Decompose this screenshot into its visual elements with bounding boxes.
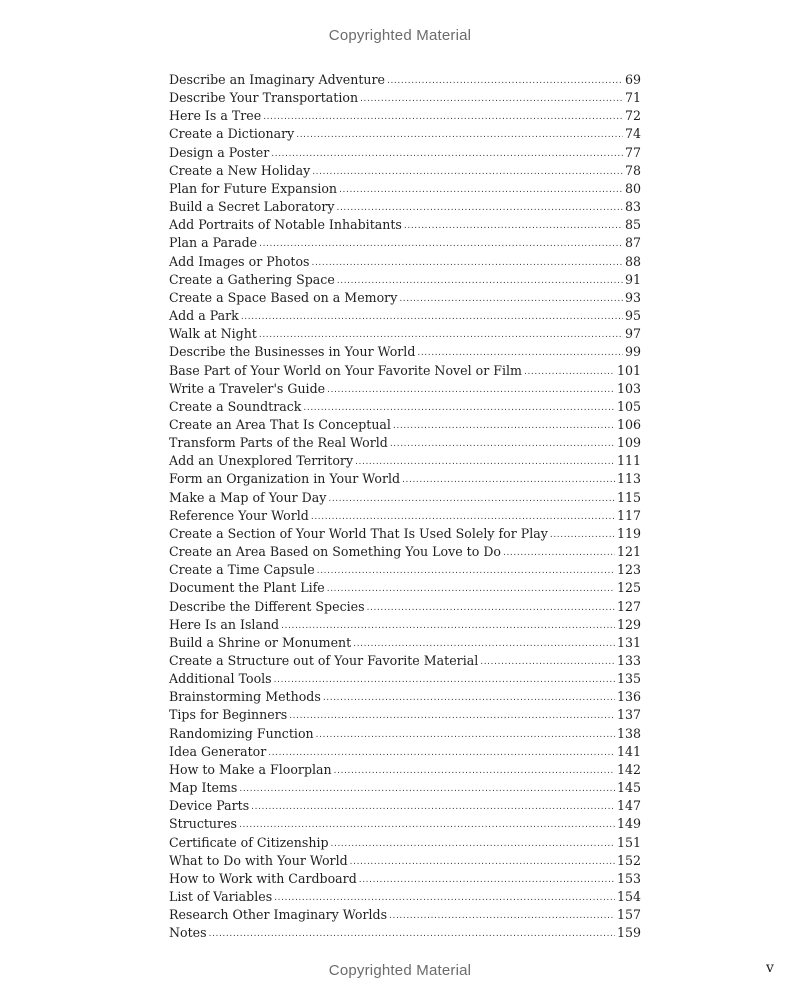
toc-entry [169,870,641,888]
toc-entry-page: 113 [616,471,641,487]
dot-leader [311,508,615,526]
dot-leader [239,816,615,834]
toc-entry-title: Transform Parts of the Real World [169,435,388,451]
dot-leader [350,853,615,871]
toc-entry-title: Brainstorming Methods [169,689,321,705]
toc-entry-title: Describe an Imaginary Adventure [169,72,386,87]
toc-entry [169,307,641,325]
toc-entry-title: Plan a Parade [169,235,258,251]
toc-entry-title: Create a Dictionary [169,126,295,142]
toc-entry-title: Describe Your Transportation [169,90,359,106]
dot-leader [328,490,615,508]
toc-entry-page: 83 [624,199,641,215]
toc-entry-title: Design a Poster [169,144,270,160]
toc-entry [169,162,641,180]
toc-entry [169,834,641,852]
toc-entry [169,797,641,815]
toc-entry-title: Create an Area That Is Conceptual [169,416,391,432]
toc-entry-title: What to Do with Your World [169,852,348,868]
dot-leader [316,726,615,744]
dot-leader [390,435,615,453]
toc-entry-title: Research Other Imaginary Worlds [169,907,388,923]
toc-entry [169,89,641,107]
toc-entry [169,670,641,688]
toc-entry-page: 72 [624,108,641,124]
dot-leader [312,163,623,181]
toc-entry-title: Create a New Holiday [169,162,311,178]
toc-entry [169,852,641,870]
toc-entry-page: 77 [624,144,641,160]
toc-entry [169,125,641,143]
toc-entry-title: How to Make a Floorplan [169,761,332,777]
toc-entry [169,815,641,833]
toc-entry [169,107,641,125]
toc-entry-page: 141 [616,743,641,759]
toc-entry-title: Create a Section of Your World That Is Used Solely for Play [169,525,548,541]
toc-entry-page: 142 [616,761,641,777]
toc-entry [169,144,641,162]
toc-entry-title: Form an Organization in Your World [169,471,401,487]
table-of-contents [169,71,641,943]
toc-entry-title: Map Items [169,780,238,796]
dot-leader [268,744,615,762]
dot-leader [337,199,623,217]
toc-entry-title: Base Part of Your World on Your Favorite Novel or Film [169,362,522,378]
toc-entry-page: 99 [624,344,641,360]
toc-entry-page: 117 [616,507,641,523]
toc-entry [169,271,641,289]
toc-entry-page: 123 [616,562,641,578]
toc-entry-page: 147 [616,798,641,814]
toc-entry-page: 106 [616,416,641,432]
toc-entry [169,688,641,706]
dot-leader [339,181,623,199]
toc-entry-title: Add a Park [169,308,239,324]
toc-entry-page: 129 [616,616,641,632]
toc-entry-page: 135 [616,671,641,687]
toc-entry-page: 149 [616,816,641,832]
toc-entry-title: Device Parts [169,798,250,814]
dot-leader [334,762,615,780]
toc-entry-page: 71 [624,90,641,106]
dot-leader [259,326,623,344]
toc-entry-title: Create a Soundtrack [169,398,302,414]
toc-entry-title: Idea Generator [169,743,267,759]
toc-entry-title: Walk at Night [169,326,257,342]
toc-entry [169,180,641,198]
dot-leader [355,453,615,471]
toc-entry [169,579,641,597]
toc-entry-page: 131 [616,634,641,650]
toc-entry-title: Add Images or Photos [169,253,310,269]
toc-entry [169,398,641,416]
toc-entry-title: Here Is a Tree [169,108,262,124]
toc-entry [169,416,641,434]
dot-leader [353,635,615,653]
toc-entry [169,470,641,488]
toc-entry [169,489,641,507]
toc-entry-page: 154 [616,889,641,905]
toc-entry-page: 109 [616,435,641,451]
copyright-watermark-top: Copyrighted Material [328,27,472,44]
toc-entry-title: Here Is an Island [169,616,280,632]
toc-entry-title: Create a Structure out of Your Favorite Material [169,653,479,668]
toc-entry [169,343,641,361]
toc-entry [169,561,641,579]
toc-entry-page: 103 [616,380,641,396]
toc-entry-page: 78 [624,162,641,178]
toc-entry [169,598,641,616]
toc-entry-page: 119 [616,525,641,541]
dot-leader [327,580,615,598]
toc-entry-page: 88 [624,253,641,269]
toc-entry [169,452,641,470]
toc-entry [169,234,641,252]
dot-leader [393,417,615,435]
toc-entry [169,253,641,271]
toc-entry-title: Reference Your World [169,507,309,523]
dot-leader [239,780,615,798]
dot-leader [251,798,615,816]
dot-leader [337,272,623,290]
dot-leader [417,344,623,362]
toc-entry-page: 101 [616,362,641,378]
dot-leader [323,689,615,707]
toc-entry-title: Additional Tools [169,671,272,687]
toc-entry [169,706,641,724]
dot-leader [259,235,623,253]
toc-entry-page: 105 [616,398,641,414]
toc-entry-title: Describe the Different Species [169,598,365,614]
toc-entry-page: 127 [616,598,641,614]
toc-entry-title: Add an Unexplored Territory [169,453,354,469]
dot-leader [281,617,615,635]
dot-leader [367,599,615,617]
toc-entry-page: 137 [616,707,641,723]
toc-entry [169,616,641,634]
dot-leader [404,217,623,235]
toc-entry-page: 136 [616,689,641,705]
toc-entry [169,380,641,398]
toc-entry-title: Write a Traveler's Guide [169,380,326,396]
toc-entry-page: 138 [616,725,641,741]
toc-entry-page: 115 [616,489,641,505]
toc-entry-page: 95 [624,308,641,324]
toc-entry-title: Build a Shrine or Monument [169,634,352,650]
toc-entry [169,289,641,307]
toc-entry [169,725,641,743]
toc-entry-title: List of Variables [169,889,273,905]
toc-entry-page: 153 [616,870,641,886]
toc-entry [169,634,641,652]
toc-entry-page: 97 [624,326,641,342]
toc-entry [169,362,641,380]
dot-leader [271,145,623,163]
toc-entry [169,198,641,216]
toc-entry [169,543,641,561]
toc-entry [169,761,641,779]
toc-entry-title: Tips for Beginners [169,707,288,723]
toc-entry-page: 159 [616,925,641,941]
toc-entry-page: 80 [624,180,641,196]
page-number: v [766,960,774,976]
toc-entry-page: 111 [616,453,641,469]
toc-entry [169,325,641,343]
toc-entry-title: Make a Map of Your Day [169,489,327,505]
toc-entry-page: 85 [624,217,641,233]
dot-leader [241,308,623,326]
dot-leader [331,835,615,853]
toc-entry-title: Add Portraits of Notable Inhabitants [169,217,402,233]
toc-entry-title: Create a Gathering Space [169,271,335,287]
toc-entry [169,779,641,797]
toc-entry-page: 157 [616,907,641,923]
toc-entry [169,507,641,525]
toc-entry-title: Build a Secret Laboratory [169,199,335,215]
toc-entry-title: Create an Area Based on Something You Love to Do [169,544,502,560]
toc-entry-title: Describe the Businesses in Your World [169,344,416,360]
dot-leader [503,544,615,562]
toc-entry [169,434,641,452]
dot-leader [550,526,615,544]
toc-entry-page: 91 [624,271,641,287]
toc-entry-page: 125 [616,580,641,596]
toc-entry-title: How to Work with Cardboard [169,870,357,886]
dot-leader [317,562,615,580]
toc-entry-title: Create a Space Based on a Memory [169,289,398,305]
dot-leader [303,399,615,417]
dot-leader [389,907,615,925]
dot-leader [296,126,623,144]
toc-entry-title: Plan for Future Expansion [169,180,338,196]
toc-entry [169,743,641,761]
toc-entry-page: 69 [624,72,641,87]
toc-entry-page: 145 [616,780,641,796]
toc-entry [169,525,641,543]
dot-leader [360,90,623,108]
toc-entry-title: Notes [169,925,207,941]
toc-entry [169,652,641,670]
toc-entry-page: 93 [624,289,641,305]
toc-entry-page: 133 [616,653,641,668]
toc-entry-title: Certificate of Citizenship [169,834,329,850]
toc-entry [169,906,641,924]
toc-entry [169,216,641,234]
toc-entry [169,924,641,942]
dot-leader [524,363,615,381]
toc-entry-page: 74 [624,126,641,142]
toc-entry-page: 87 [624,235,641,251]
toc-entry-title: Structures [169,816,237,832]
toc-entry-title: Create a Time Capsule [169,562,315,578]
toc-entry-page: 121 [616,544,641,560]
copyright-watermark-bottom: Copyrighted Material [328,962,472,979]
dot-leader [327,381,615,399]
toc-entry [169,888,641,906]
dot-leader [289,707,615,725]
toc-entry [169,71,641,89]
dot-leader [387,72,623,90]
dot-leader [312,254,623,272]
toc-entry-title: Document the Plant Life [169,580,325,596]
dot-leader [402,471,615,489]
dot-leader [263,108,623,126]
dot-leader [274,671,615,689]
toc-entry-page: 152 [616,852,641,868]
toc-entry-title: Randomizing Function [169,725,314,741]
dot-leader [209,925,615,943]
dot-leader [274,889,615,907]
toc-entry-page: 151 [616,834,641,850]
dot-leader [359,871,615,889]
dot-leader [399,290,623,308]
dot-leader [480,653,615,671]
